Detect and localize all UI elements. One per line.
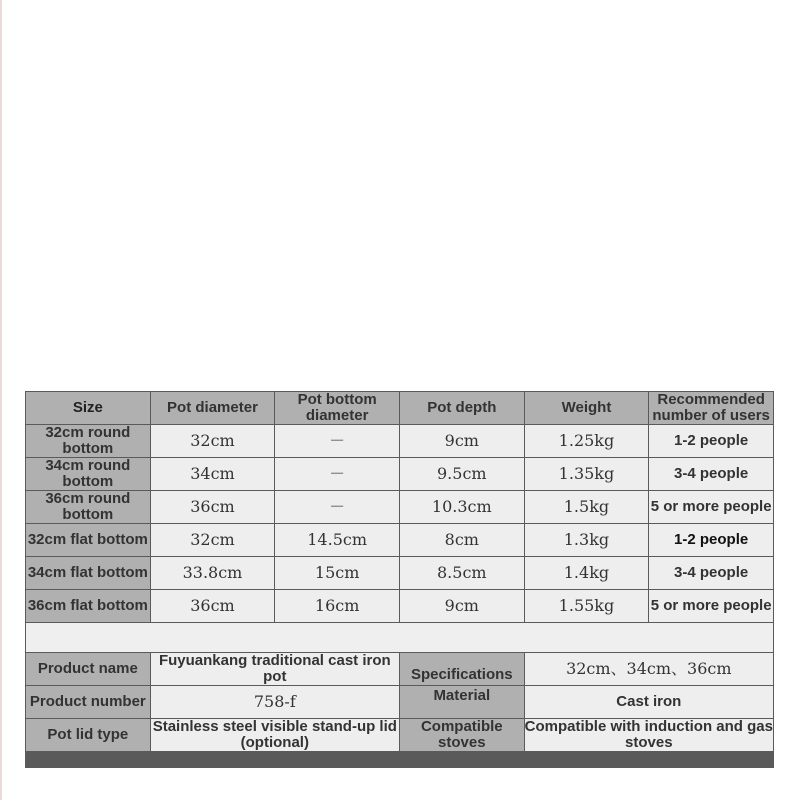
left-edge-line <box>0 0 2 800</box>
recommended-users-value: 3-4 people <box>649 557 773 589</box>
table-row <box>26 524 773 556</box>
specifications-label: Specifications <box>400 653 524 685</box>
product-info-row <box>26 653 773 685</box>
pot-diameter-value: 34cm <box>151 458 275 490</box>
pot-depth-value: 10.3cm <box>400 491 524 523</box>
pot-bottom-diameter-value: － <box>275 491 399 523</box>
spacer-cell <box>26 623 773 652</box>
weight-value: 1.55kg <box>525 590 649 622</box>
header-size: Size <box>26 392 150 424</box>
pot-diameter-value: 33.8cm <box>151 557 275 589</box>
product-number-label: Product number <box>26 686 150 718</box>
spec-sheet <box>25 391 774 768</box>
table-row <box>26 458 773 490</box>
row-size-label: 34cm flat bottom <box>26 557 150 589</box>
header-pot-depth: Pot depth <box>400 392 524 424</box>
table-row <box>26 425 773 457</box>
pot-depth-value: 9cm <box>400 425 524 457</box>
pot-bottom-diameter-value: 16cm <box>275 590 399 622</box>
compatible-stoves-label: Compatible stoves <box>400 719 524 751</box>
pot-bottom-diameter-value: 14.5cm <box>275 524 399 556</box>
pot-depth-value: 9cm <box>400 590 524 622</box>
header-recommended-users: Recommended number of users <box>649 392 773 424</box>
recommended-users-value: 5 or more people <box>649 491 773 523</box>
product-info-row <box>26 686 773 718</box>
recommended-users-value: 1-2 people <box>649 425 773 457</box>
row-size-label: 32cm flat bottom <box>26 524 150 556</box>
spec-table <box>25 391 774 752</box>
material-label: Material <box>400 686 524 718</box>
size-table-header-row <box>26 392 773 424</box>
pot-lid-type-value: Stainless steel visible stand-up lid (optional) <box>151 719 399 751</box>
pot-bottom-diameter-value: － <box>275 425 399 457</box>
product-name-value: Fuyuankang traditional cast iron pot <box>151 653 399 685</box>
material-value: Cast iron <box>525 686 773 718</box>
weight-value: 1.4kg <box>525 557 649 589</box>
weight-value: 1.5kg <box>525 491 649 523</box>
recommended-users-value: 5 or more people <box>649 590 773 622</box>
table-row <box>26 590 773 622</box>
pot-bottom-diameter-value: － <box>275 458 399 490</box>
product-number-value: 758-f <box>151 686 399 718</box>
specifications-value: 32cm、34cm、36cm <box>525 653 773 685</box>
pot-lid-type-label: Pot lid type <box>26 719 150 751</box>
compatible-stoves-value: Compatible with induction and gas stoves <box>524 719 773 751</box>
header-pot-diameter: Pot diameter <box>151 392 275 424</box>
pot-depth-value: 8cm <box>400 524 524 556</box>
recommended-users-value: 3-4 people <box>649 458 773 490</box>
row-size-label: 36cm flat bottom <box>26 590 150 622</box>
pot-depth-value: 9.5cm <box>400 458 524 490</box>
pot-diameter-value: 36cm <box>151 491 275 523</box>
pot-diameter-value: 32cm <box>151 524 275 556</box>
row-size-label: 36cm round bottom <box>26 491 150 523</box>
weight-value: 1.25kg <box>525 425 649 457</box>
product-name-label: Product name <box>26 653 150 685</box>
table-row <box>26 491 773 523</box>
spacer-row <box>26 623 773 652</box>
product-info-row <box>26 719 773 751</box>
table-row <box>26 557 773 589</box>
pot-depth-value: 8.5cm <box>400 557 524 589</box>
pot-diameter-value: 36cm <box>151 590 275 622</box>
weight-value: 1.35kg <box>525 458 649 490</box>
pot-diameter-value: 32cm <box>151 425 275 457</box>
recommended-users-value: 1-2 people <box>649 524 773 556</box>
weight-value: 1.3kg <box>525 524 649 556</box>
pot-bottom-diameter-value: 15cm <box>275 557 399 589</box>
header-weight: Weight <box>525 392 649 424</box>
row-size-label: 32cm round bottom <box>26 425 150 457</box>
header-pot-bottom-diameter: Pot bottom diameter <box>275 392 399 424</box>
row-size-label: 34cm round bottom <box>26 458 150 490</box>
